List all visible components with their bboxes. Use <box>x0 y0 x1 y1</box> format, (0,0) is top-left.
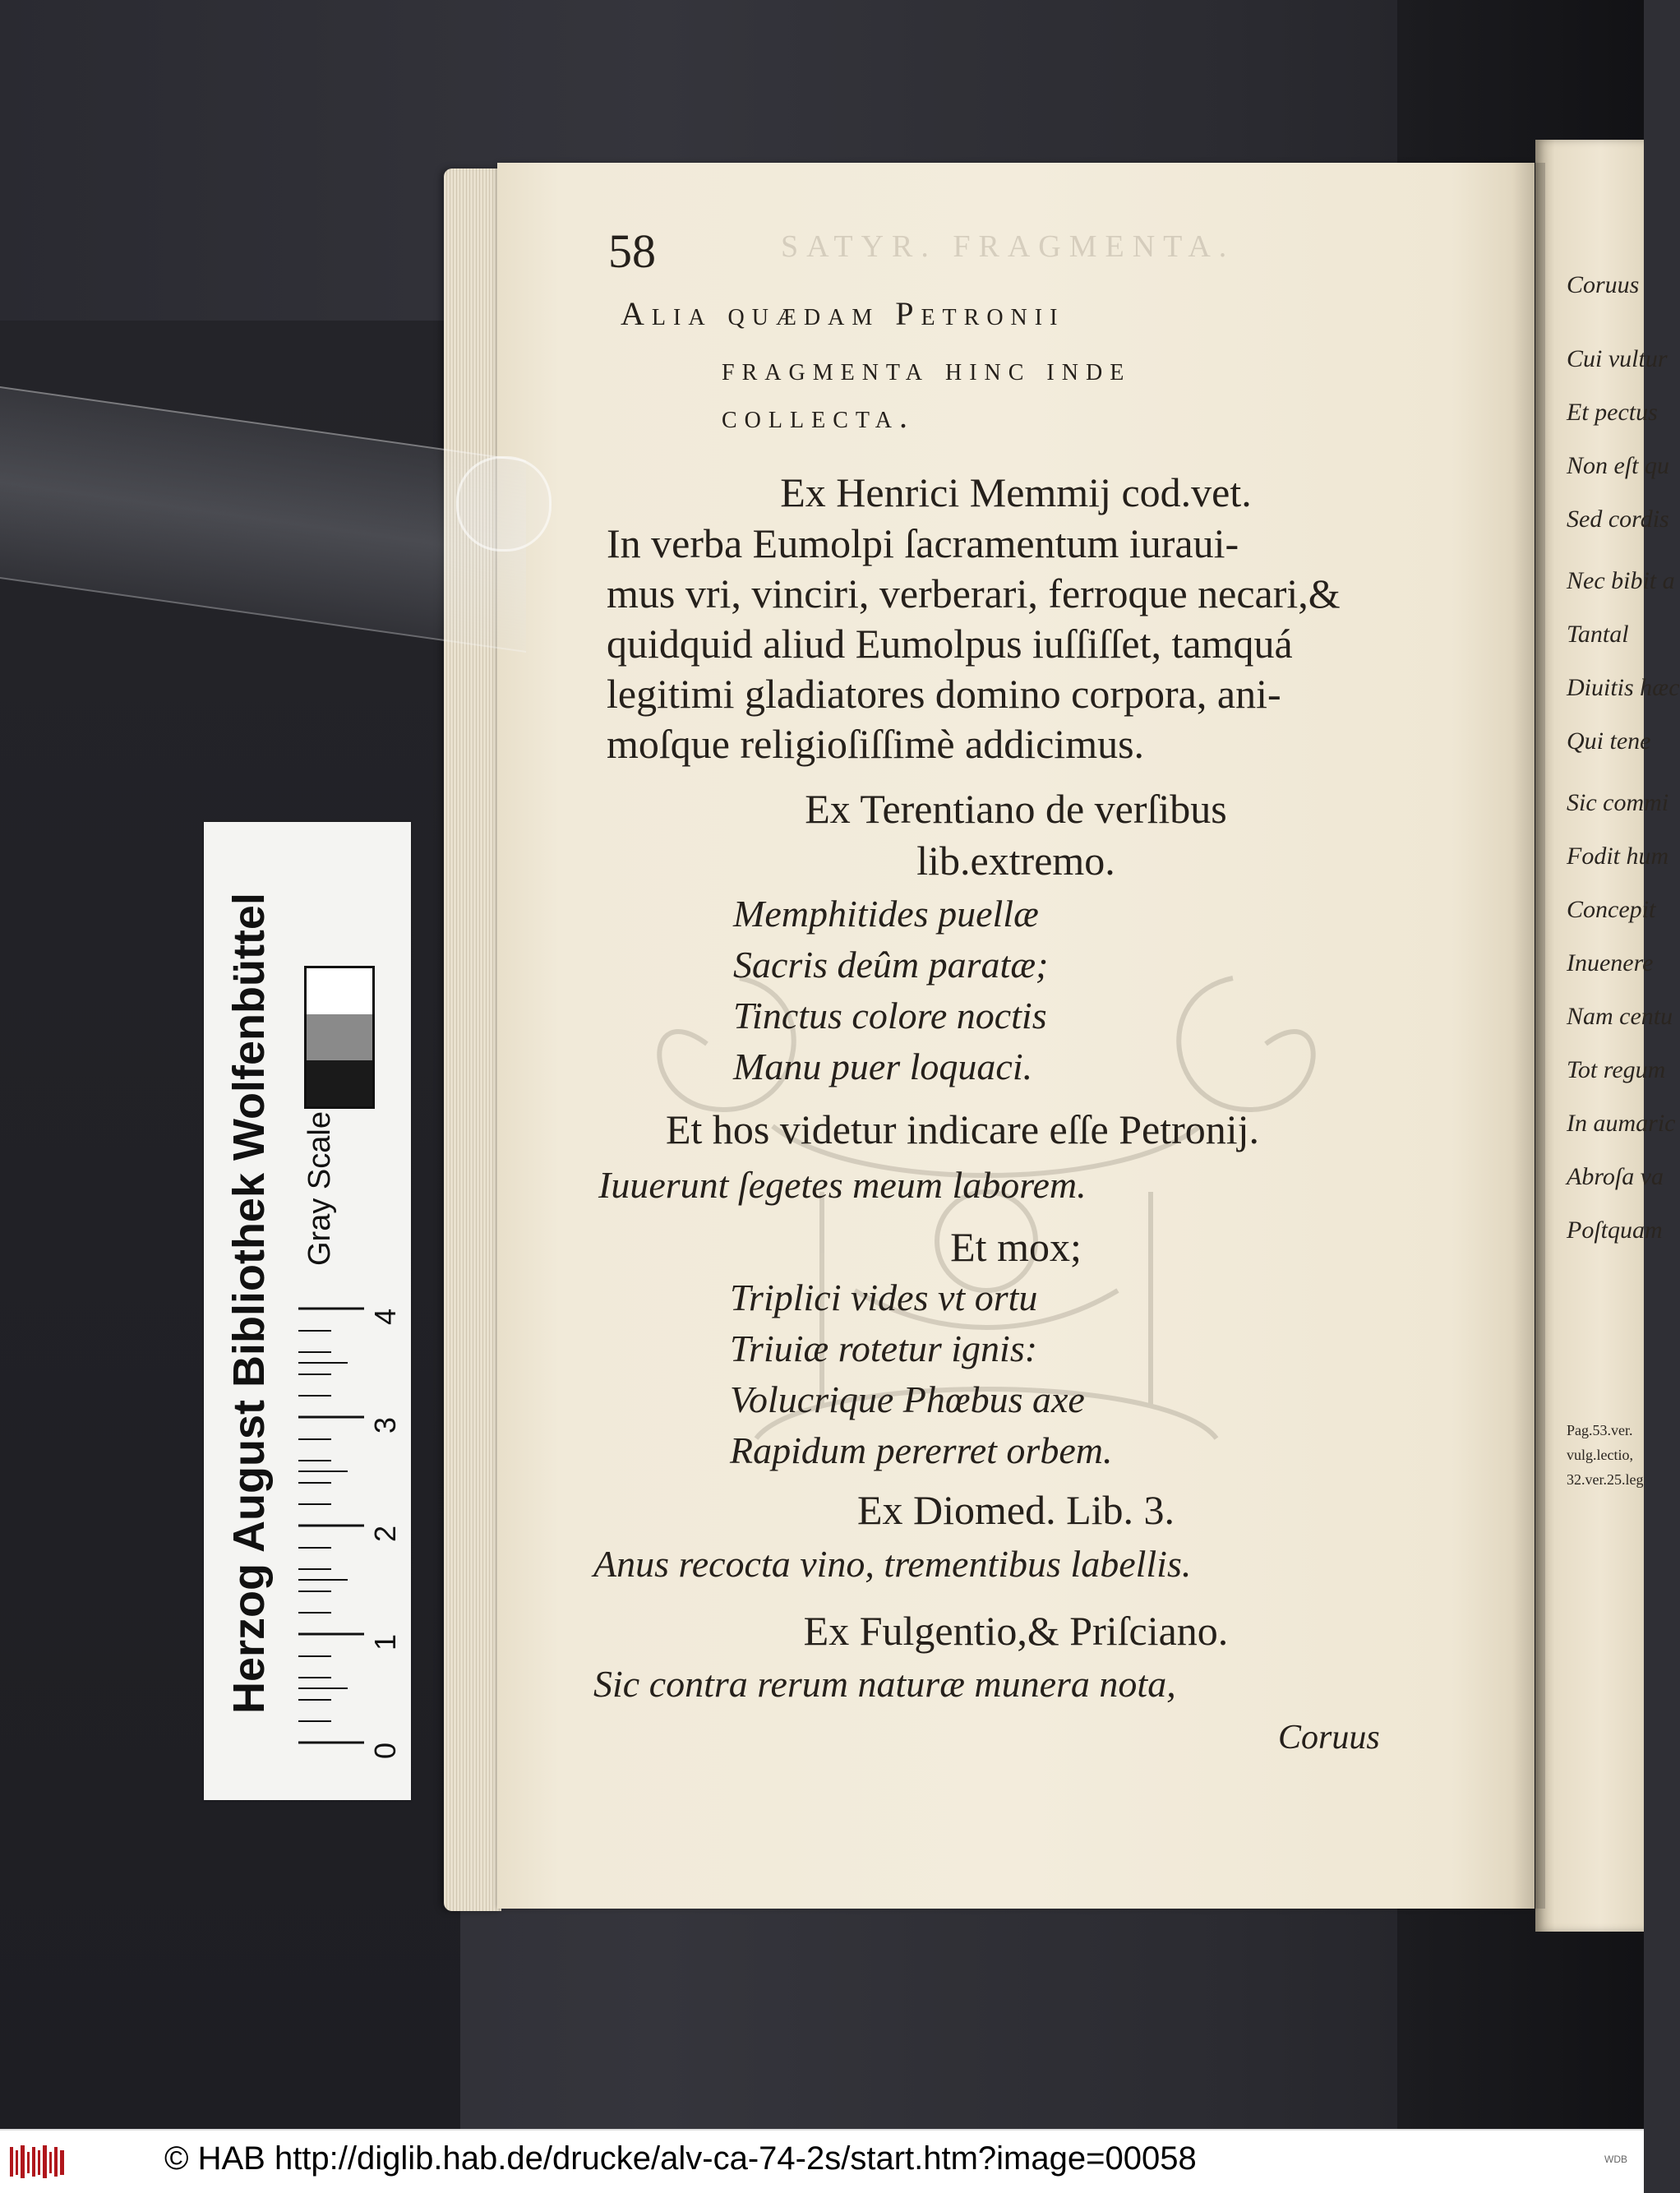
ruler-number: 3 <box>368 1416 402 1434</box>
body-line: mus vri, vinciri, verberari, ferroque necari,& <box>607 570 1341 616</box>
verse-line: Tinctus colore noctis <box>733 995 1047 1036</box>
swatch-white <box>307 968 372 1014</box>
facing-page-line: Concepit <box>1567 896 1656 923</box>
facing-page-line: Qui tene <box>1567 727 1651 755</box>
source-heading: Et hos videtur indicare eſſe Petronij. <box>666 1106 1260 1152</box>
source-heading: Ex Henrici Memmij cod.vet. <box>780 469 1252 515</box>
verse-line: Anus recocta vino, trementibus labellis. <box>593 1543 1192 1585</box>
source-heading: Ex Fulgentio,& Priſciano. <box>803 1608 1229 1654</box>
swatch-black <box>307 1060 372 1106</box>
verse-line: Triplici vides vt ortu <box>730 1277 1038 1318</box>
page-number: 58 <box>608 224 656 278</box>
facing-page-line: Tot regum <box>1567 1056 1666 1083</box>
catchword: Coruus <box>1278 1719 1380 1757</box>
ruler-number: 4 <box>368 1308 402 1325</box>
verse-line: Memphitides puellæ <box>733 893 1039 935</box>
body-line: In verba Eumolpi ſacramentum iuraui- <box>607 520 1239 566</box>
facing-page-line: Non eſt qu <box>1567 452 1669 479</box>
facing-page-line: Sed cordis <box>1567 506 1669 533</box>
page-heading-line-3: collecta. <box>722 398 915 435</box>
verse-line: Manu puer loquaci. <box>733 1046 1033 1087</box>
hab-logo-icon <box>8 2142 67 2181</box>
facing-page-note: 32.ver.25.leg <box>1567 1471 1644 1488</box>
facing-page-line: In aumaric <box>1567 1110 1676 1137</box>
facing-page-note: Pag.53.ver. <box>1567 1422 1633 1438</box>
page-edges <box>444 169 501 1911</box>
verse-line: Triuiæ rotetur ignis: <box>730 1327 1038 1369</box>
verse-line: Sic contra rerum naturæ munera nota, <box>593 1663 1176 1705</box>
verse-line: Volucrique Phœbus axe <box>730 1378 1085 1420</box>
source-heading: Ex Terentiano de verſibus <box>805 786 1227 832</box>
facing-page-line: Tantal <box>1567 621 1629 648</box>
footer-copyright-url: © HAB http://diglib.hab.de/drucke/alv-ca-74-2s/start.htm?image=00058 <box>164 2140 1197 2177</box>
body-line: quidquid aliud Eumolpus iuſſiſſet, tamquá <box>607 621 1293 667</box>
ruler-number: 2 <box>368 1525 402 1542</box>
facing-page-line: Inuenere <box>1567 949 1654 976</box>
ruler-title: Herzog August Bibliothek Wolfenbüttel <box>224 893 274 1714</box>
facing-page-note: vulg.lectio, <box>1567 1447 1633 1463</box>
facing-page <box>1535 140 1680 1932</box>
facing-page-line: Fodit hum <box>1567 843 1669 870</box>
verse-line: Rapidum pererret orbem. <box>730 1429 1113 1471</box>
facing-page-line: Nec bibit a <box>1567 567 1675 594</box>
page-heading-line-1: Alia quædam Petronii <box>621 295 1065 332</box>
ruler-number: 1 <box>368 1633 402 1651</box>
facing-page-line: Et pectus <box>1567 399 1658 426</box>
facing-page-line: Poſtquam <box>1567 1217 1663 1244</box>
swatch-gray <box>307 1014 372 1060</box>
body-line: moſque religioſiſſimè addicimus. <box>607 721 1145 767</box>
facing-page-line: Abroſa va <box>1567 1163 1664 1190</box>
source-heading: Et mox; <box>950 1224 1082 1270</box>
page-heading-line-2: fragmenta hinc inde <box>722 350 1132 387</box>
scale-ruler-card <box>204 822 411 1800</box>
ghost-running-header: SATYR. FRAGMENTA. <box>781 229 1235 264</box>
footer-badge: WDB <box>1604 2154 1627 2165</box>
facing-page-line: Coruus <box>1567 271 1640 298</box>
verse-line: Sacris deûm paratæ; <box>733 944 1049 986</box>
facing-page-line: Sic commi <box>1567 789 1669 816</box>
body-line: legitimi gladiatores domino corpora, ani- <box>607 671 1281 717</box>
gray-scale-swatches <box>304 966 375 1109</box>
source-heading: Ex Diomed. Lib. 3. <box>856 1487 1175 1533</box>
facing-page-line: Nam centu <box>1567 1003 1673 1030</box>
footer-bar <box>0 2129 1644 2193</box>
facing-page-line: Diuitis hæc <box>1567 674 1680 701</box>
ruler-number: 0 <box>368 1742 402 1759</box>
verse-line: Iuuerunt ſegetes meum laborem. <box>598 1164 1087 1206</box>
source-heading: lib.extremo. <box>916 838 1115 884</box>
gray-scale-label: Gray Scale <box>302 1111 337 1266</box>
facing-page-line: Cui vultur <box>1567 345 1668 372</box>
